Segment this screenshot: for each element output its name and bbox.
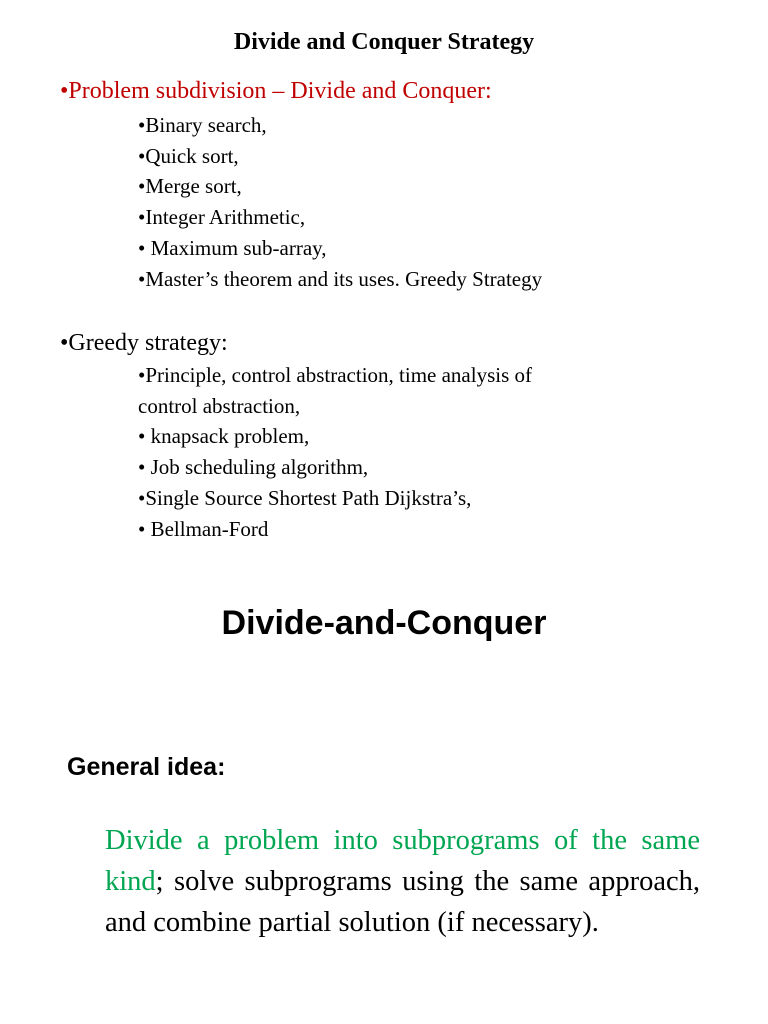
list-item: •Master’s theorem and its uses. Greedy Strategy — [138, 266, 543, 291]
list-item: • knapsack problem, — [138, 424, 310, 449]
list-item: •Single Source Shortest Path Dijkstra’s, — [138, 485, 472, 510]
greedy-topic-list — [138, 360, 532, 544]
list-item: • Job scheduling algorithm, — [138, 455, 369, 480]
slide-title: Divide and Conquer Strategy — [233, 29, 535, 55]
list-item: •Merge sort, — [138, 174, 242, 199]
general-idea-paragraph — [105, 820, 700, 943]
list-item: • Bellman-Ford — [138, 516, 269, 541]
section-heading-divide-conquer: •Problem subdivision – Divide and Conquer: — [60, 78, 492, 104]
divide-and-conquer-title: Divide-and-Conquer — [221, 604, 547, 642]
list-item: •Principle, control abstraction, time analysis of — [138, 363, 533, 387]
list-item: •Quick sort, — [138, 143, 239, 168]
list-item: •Binary search, — [138, 113, 267, 137]
divide-conquer-topic-list — [138, 110, 542, 294]
idea-highlight-text: Divide a problem into subprograms of the same kind — [105, 825, 700, 897]
general-idea-label: General idea: — [67, 753, 226, 781]
list-item: • Maximum sub-array, — [138, 235, 327, 260]
idea-rest-text: ; solve subprograms using the same approach, and combine partial solution (if necessary). — [105, 866, 700, 938]
list-item: •Integer Arithmetic, — [138, 205, 306, 230]
section-heading-greedy: •Greedy strategy: — [60, 330, 228, 356]
list-item: control abstraction, — [138, 393, 301, 418]
